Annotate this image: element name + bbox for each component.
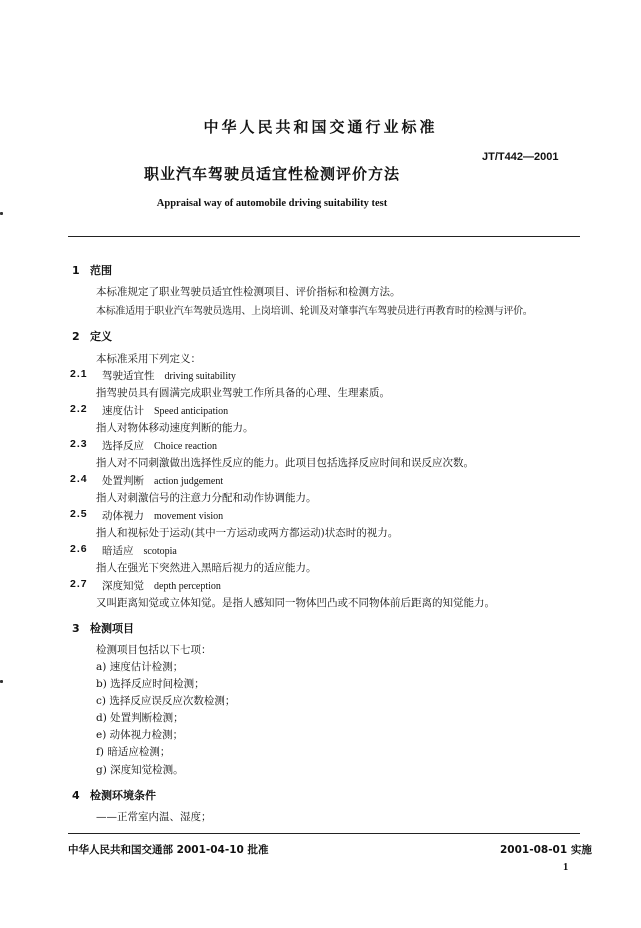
definition-term: 速度估计 Speed anticipation xyxy=(102,405,229,417)
section-title: 定义 xyxy=(90,330,112,343)
section-3-heading xyxy=(72,620,134,636)
list-item: f) 暗适应检测； xyxy=(96,746,171,758)
paragraph: 检测项目包括以下七项： xyxy=(96,644,212,656)
section-4-heading xyxy=(72,787,156,803)
list-item: e) 动体视力检测； xyxy=(96,729,184,741)
definition-term: 处置判断 action judgement xyxy=(102,475,224,487)
standard-code: JT/T442—2001 xyxy=(482,151,559,163)
issuing-organization: 中华人民共和国交通行业标准 xyxy=(203,118,438,136)
definition-description: 指人对不同刺激做出选择性反应的能力。此项目包括选择反应时间和误反应次数。 xyxy=(96,457,474,469)
document-title: 职业汽车驾驶员适宜性检测评价方法 xyxy=(143,165,400,183)
section-title: 检测项目 xyxy=(90,622,134,635)
header-divider xyxy=(68,236,580,237)
section-title: 范围 xyxy=(90,264,112,277)
paragraph: 本标准规定了职业驾驶员适宜性检测项目、评价指标和检测方法。 xyxy=(96,286,401,298)
paragraph: 本标准采用下列定义： xyxy=(96,353,201,365)
definition-number: 2.2 xyxy=(70,403,88,415)
section-number: 2 xyxy=(72,330,80,343)
list-item: a) 速度估计检测； xyxy=(96,661,184,673)
section-number: 3 xyxy=(72,622,80,635)
section-number: 4 xyxy=(72,789,80,802)
definition-term: 深度知觉 depth perception xyxy=(102,580,221,592)
scan-speck xyxy=(0,680,3,683)
section-number: 1 xyxy=(72,264,80,277)
section-1-heading xyxy=(72,262,112,278)
definition-term: 选择反应 Choice reaction xyxy=(102,440,218,452)
list-item: d) 处置判断检测； xyxy=(96,712,184,724)
section-title: 检测环境条件 xyxy=(90,789,156,802)
definition-description: 指人对物体移动速度判断的能力。 xyxy=(96,422,254,434)
definition-description: 指人和视标处于运动(其中一方运动或两方都运动)状态时的视力。 xyxy=(96,527,399,539)
definition-number: 2.5 xyxy=(70,508,88,520)
definition-description: 指人对刺激信号的注意力分配和动作协调能力。 xyxy=(96,492,317,504)
definition-description: 又叫距离知觉或立体知觉。是指人感知同一物体凹凸或不同物体前后距离的知觉能力。 xyxy=(96,597,495,609)
definition-number: 2.6 xyxy=(70,543,88,555)
effective-date: 2001-08-01 实施 xyxy=(500,844,592,856)
footer-divider xyxy=(68,833,580,834)
document-subtitle: Appraisal way of automobile driving suitability test xyxy=(156,198,388,209)
list-item: b) 选择反应时间检测； xyxy=(96,678,205,690)
list-item: ——正常室内温、湿度； xyxy=(96,811,212,823)
paragraph: 本标准适用于职业汽车驾驶员选用、上岗培训、轮训及对肇事汽车驾驶员进行再教育时的检测与评价。 xyxy=(96,306,533,317)
page-number: 1 xyxy=(563,862,569,873)
list-item: c) 选择反应误反应次数检测； xyxy=(96,695,236,707)
scan-speck xyxy=(0,212,3,215)
definition-term: 动体视力 movement vision xyxy=(102,510,224,522)
definition-description: 指驾驶员具有圆满完成职业驾驶工作所具备的心理、生理素质。 xyxy=(96,387,390,399)
definition-term: 驾驶适宜性 driving suitability xyxy=(102,370,236,382)
definition-term: 暗适应 scotopia xyxy=(102,545,177,557)
definition-number: 2.7 xyxy=(70,578,88,590)
definition-description: 指人在强光下突然进入黑暗后视力的适应能力。 xyxy=(96,562,317,574)
definition-number: 2.1 xyxy=(70,368,88,380)
definition-number: 2.4 xyxy=(70,473,88,485)
definition-number: 2.3 xyxy=(70,438,88,450)
approval-info: 中华人民共和国交通部 2001-04-10 批准 xyxy=(68,844,269,856)
section-2-heading xyxy=(72,328,112,344)
list-item: g) 深度知觉检测。 xyxy=(96,764,184,776)
